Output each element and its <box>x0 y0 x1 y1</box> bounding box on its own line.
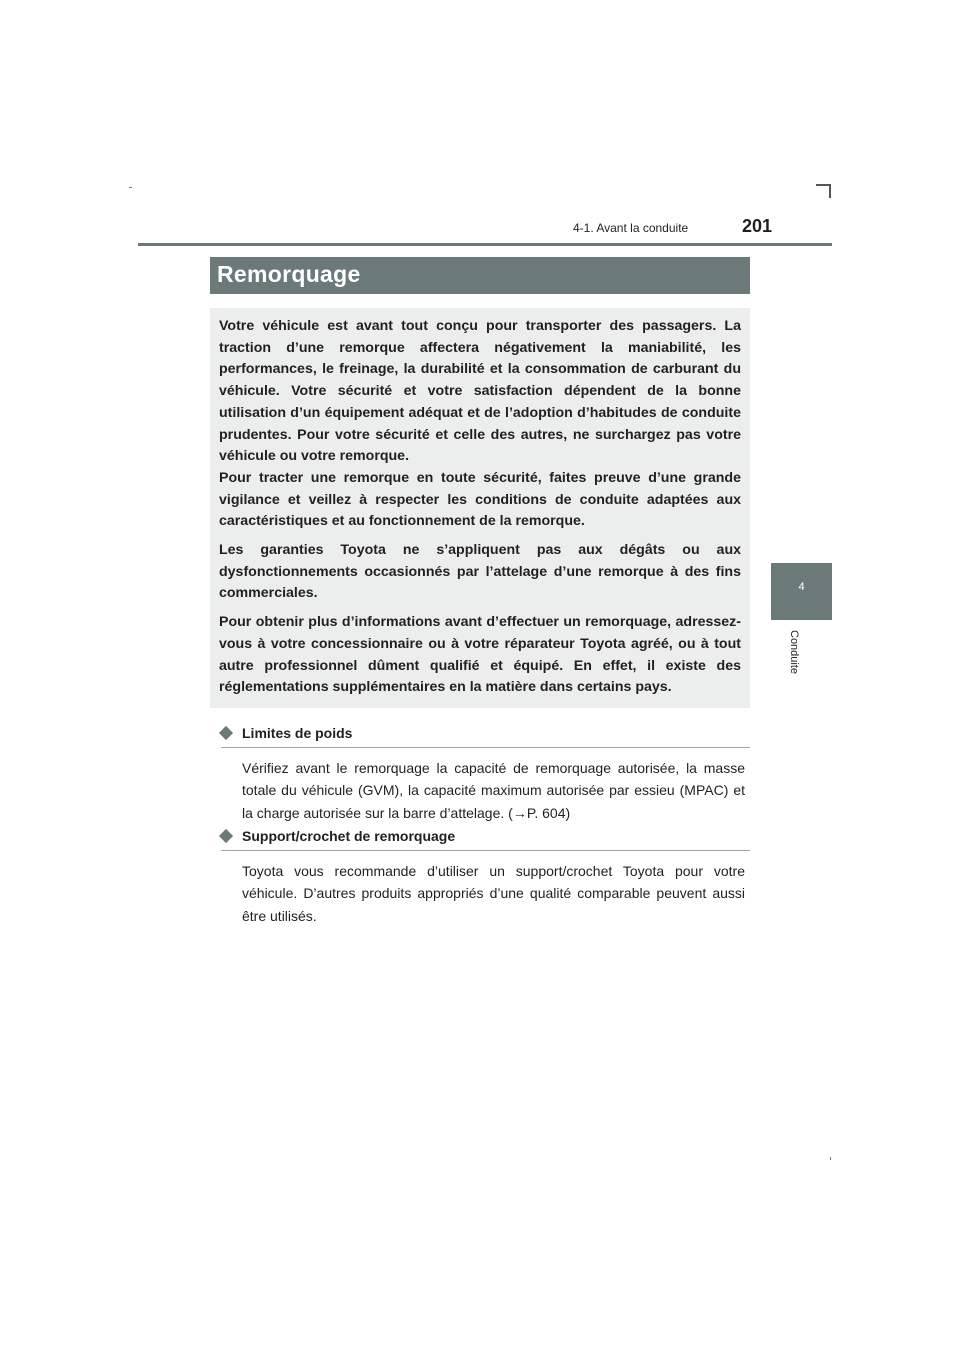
header-rule <box>138 243 832 246</box>
section-header <box>221 828 750 851</box>
diamond-bullet-icon <box>219 829 233 843</box>
chapter-number: 4 <box>798 581 805 593</box>
intro-paragraph: Pour obtenir plus d’informations avant d’effectuer un remorquage, adressez-vous à votre concessionnaire ou à votre réparateur Toyota agréé, ou à tout autre professionnel dûment qualifié et équipé. En effet, il existe des réglementations supplémentaires en la matière dans certains pays. <box>219 614 741 696</box>
crop-tick-bottom <box>830 1157 831 1160</box>
page-title: Remorquage <box>217 261 361 287</box>
intro-box <box>210 308 750 708</box>
section-towing-hitch <box>221 828 750 927</box>
intro-paragraph: Pour tracter une remorque en toute sécurité, faites preuve d’une grande vigilance et veillez à respecter les conditions de conduite adaptées aux caractéristiques et au fonctionnement de la remorque. <box>219 469 741 530</box>
intro-paragraph: Les garanties Toyota ne s’appliquent pas aux dégâts ou aux dysfonctionnements occasionnés par l’attelage d’une remorque à des fins commerciales. <box>219 542 741 602</box>
section-header <box>221 725 750 748</box>
crop-tick-left <box>129 187 132 188</box>
section-weight-limits <box>221 725 750 824</box>
section-body: Vérifiez avant le remorquage la capacité de remorquage autorisée, la masse totale du véhicule (GVM), la capacité maximum autorisée par essieu (MPAC) et la charge autorisée sur la barre d’attelage. (→P. 604) <box>242 760 745 821</box>
page-number: 201 <box>742 216 773 236</box>
chapter-tab[interactable] <box>771 563 832 620</box>
intro-text <box>219 316 741 699</box>
section-title: Support/crochet de remorquage <box>242 828 456 844</box>
intro-paragraph: Votre véhicule est avant tout conçu pour transporter des passagers. La traction d’une remorque affectera négativement la maniabilité, les performances, le freinage, la durabilité et la consommation de carburant du véhicule. Votre sécurité et votre satisfaction dépendent de la bonne utilisation d’un équipement adéquat et de l’adoption d’habitudes de conduite prudentes. Pour votre sécurité et celle des autres, ne surchargez pas votre véhicule ou votre remorque. <box>219 318 741 465</box>
crop-mark-vertical <box>829 184 831 198</box>
section-body: Toyota vous recommande d’utiliser un support/crochet Toyota pour votre véhicule. D’autres produits appropriés d’une qualité comparable peuvent aussi être utilisés. <box>242 863 745 924</box>
chapter-label: Conduite <box>788 630 800 675</box>
diamond-bullet-icon <box>219 726 233 740</box>
running-header-section: 4-1. Avant la conduite <box>573 221 689 235</box>
title-bar <box>210 257 750 294</box>
section-title: Limites de poids <box>242 725 353 741</box>
